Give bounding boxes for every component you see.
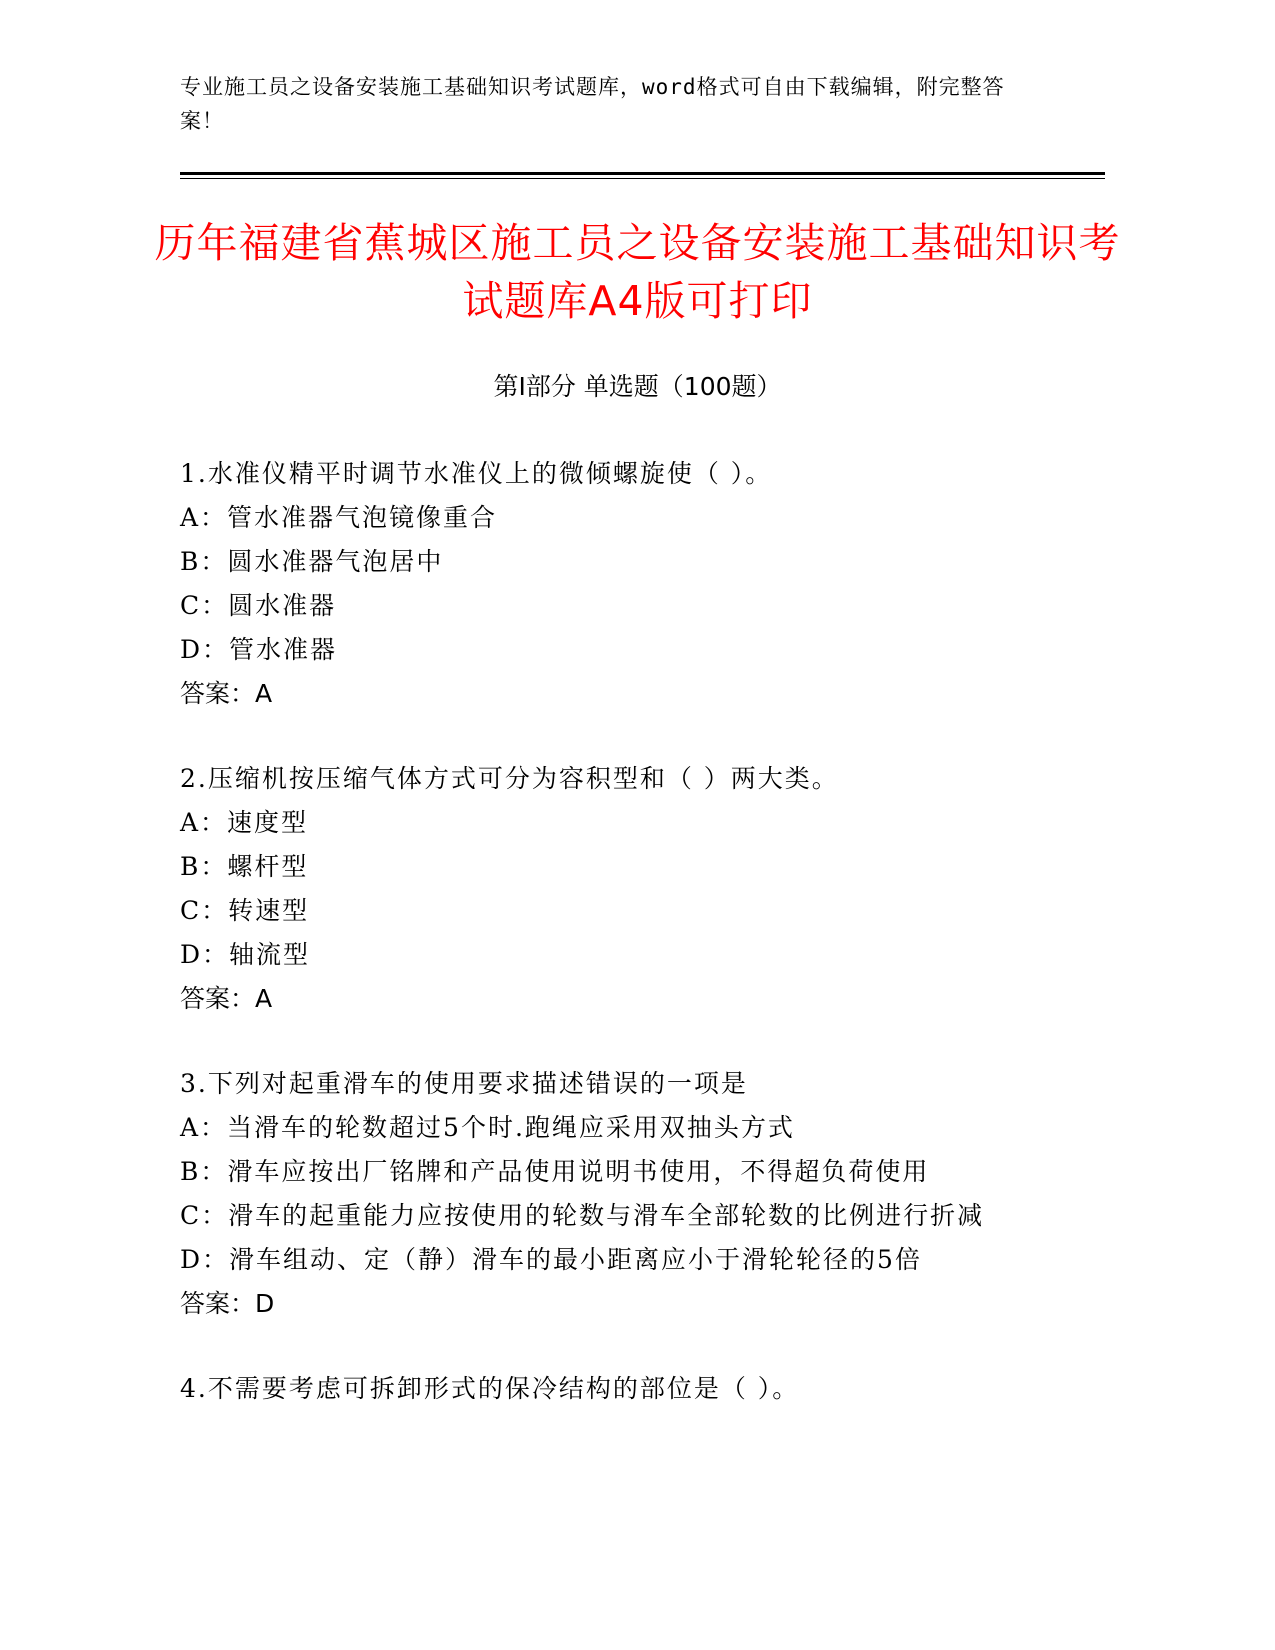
option-c: C：转速型 — [180, 896, 310, 925]
question-stem: 3.下列对起重滑车的使用要求描述错误的一项是 — [180, 1069, 748, 1098]
question-stem: 2.压缩机按压缩气体方式可分为容积型和（ ）两大类。 — [180, 764, 839, 793]
option-d: D：轴流型 — [180, 940, 311, 969]
option-b: B：螺杆型 — [180, 852, 309, 881]
answer-label: 答案：A — [180, 984, 273, 1013]
answer-label: 答案：A — [180, 679, 273, 708]
option-d: D：滑车组动、定（静）滑车的最小距离应小于滑轮轮径的5倍 — [180, 1245, 922, 1274]
question-3 — [180, 1062, 1110, 1326]
question-stem: 1.水准仪精平时调节水准仪上的微倾螺旋使（ ）。 — [180, 459, 773, 488]
header-rule-thick — [180, 172, 1105, 175]
header-rule-thin — [180, 178, 1105, 179]
document-title: 历年福建省蕉城区施工员之设备安装施工基础知识考试题库A4版可打印 — [154, 219, 1121, 325]
option-b: B：圆水准器气泡居中 — [180, 547, 444, 576]
section-heading: 第I部分 单选题（100题） — [493, 372, 782, 401]
question-stem: 4.不需要考虑可拆卸形式的保冷结构的部位是（ ）。 — [180, 1374, 800, 1403]
question-2 — [180, 757, 1110, 1021]
option-d: D：管水准器 — [180, 635, 338, 664]
question-list — [180, 452, 1110, 1452]
option-a: A：管水准器气泡镜像重合 — [180, 503, 498, 532]
question-4 — [180, 1367, 1110, 1411]
option-c: C：圆水准器 — [180, 591, 337, 620]
header-note: 专业施工员之设备安装施工基础知识考试题库，word格式可自由下载编辑，附完整答案！ — [180, 75, 1005, 133]
question-1 — [180, 452, 1110, 716]
answer-label: 答案：D — [180, 1289, 275, 1318]
option-a: A：速度型 — [180, 808, 309, 837]
option-a: A：当滑车的轮数超过5个时.跑绳应采用双抽头方式 — [180, 1113, 795, 1142]
option-b: B：滑车应按出厂铭牌和产品使用说明书使用，不得超负荷使用 — [180, 1157, 930, 1186]
option-c: C：滑车的起重能力应按使用的轮数与滑车全部轮数的比例进行折减 — [180, 1201, 985, 1230]
